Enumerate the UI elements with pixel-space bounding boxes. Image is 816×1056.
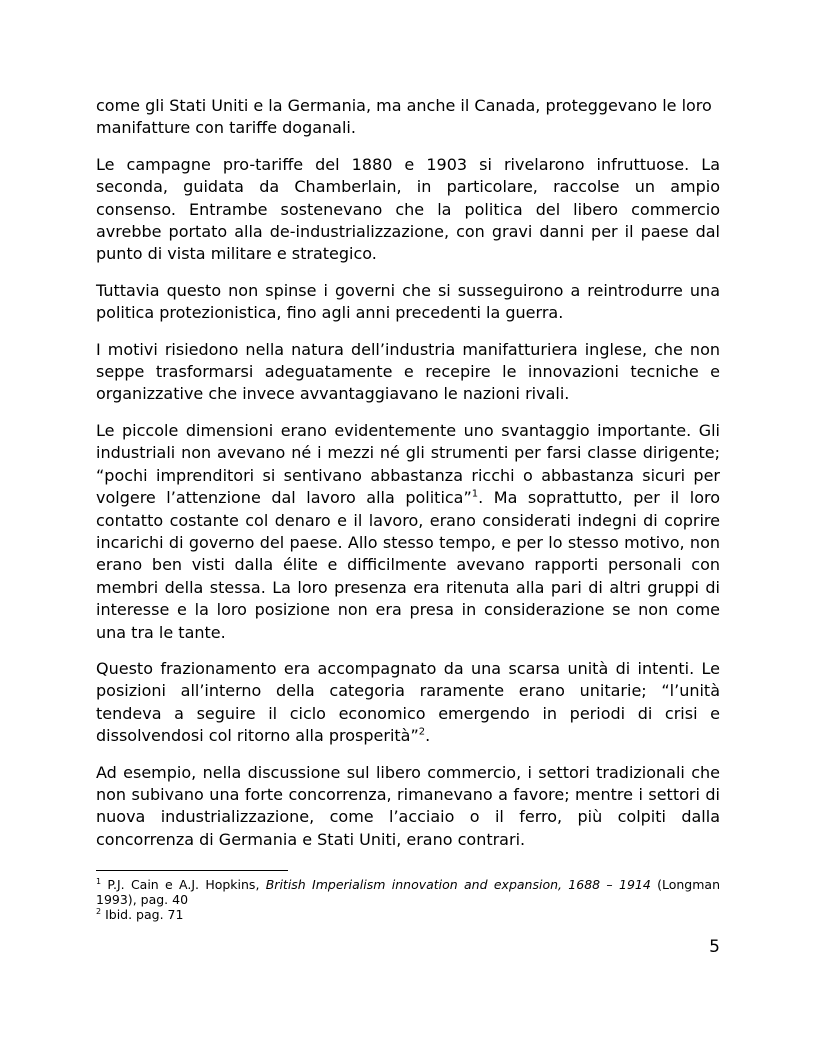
footnote-1-marker: 1	[96, 876, 102, 886]
paragraph-5	[96, 420, 720, 644]
paragraph-3: Tuttavia questo non spinse i governi che si susseguirono a reintrodurre una politica protezionistica, fino agli anni precedenti la guerra.	[96, 280, 720, 323]
footnote-2-marker: 2	[96, 906, 102, 916]
paragraph-6-text-a: Questo frazionamento era accompagnato da una scarsa unità di intenti. Le posizioni all’interno della categoria raramente erano unitarie; “l’unità tendeva a seguire il ciclo economico emergendo in periodi di crisi e dissolvendosi col ritorno alla prosperità”	[96, 658, 720, 746]
footnote-2	[96, 907, 720, 922]
page-number: 5	[709, 937, 720, 957]
paragraph-4: I motivi risiedono nella natura dell’industria manifatturiera inglese, che non seppe trasformarsi adeguatamente e recepire le innovazioni tecniche e organizzative che invece avvantaggiavano le nazioni rivali.	[96, 339, 720, 404]
paragraph-5-text-a: Le piccole dimensioni erano evidentemente uno svantaggio importante. Gli industriali non avevano né i mezzi né gli strumenti per farsi classe dirigente; “pochi imprenditori si sentivano abbastanza ricchi o abbastanza sicuri per volgere l’attenzione dal lavoro alla politica”	[96, 420, 720, 508]
footnote-1	[96, 877, 720, 907]
paragraph-7: Ad esempio, nella discussione sul libero commercio, i settori tradizionali che non subivano una forte concorrenza, rimanevano a favore; mentre i settori di nuova industrializzazione, come l’acciaio o il ferro, più colpiti dalla concorrenza di Germania e Stati Uniti, erano contrari.	[96, 762, 720, 849]
footnotes	[96, 877, 720, 922]
footnote-2-text: Ibid. pag. 71	[101, 907, 184, 922]
paragraph-1: come gli Stati Uniti e la Germania, ma anche il Canada, proteggevano le loro manifatture con tariffe doganali.	[96, 96, 712, 138]
paragraph-6-text-b: .	[425, 726, 431, 746]
footnote-ref-1[interactable]: 1	[471, 488, 479, 500]
footnote-separator	[96, 870, 288, 871]
body-text	[96, 95, 720, 865]
footnote-1-title: British Imperialism innovation and expansion, 1688 – 1914	[265, 877, 651, 892]
paragraph-2: Le campagne pro-tariffe del 1880 e 1903 si rivelarono infruttuose. La seconda, guidata da Chamberlain, in particolare, raccolse un ampio consenso. Entrambe sostenevano che la politica del libero commercio avrebbe portato alla de-industrializzazione, con gravi danni per il paese dal punto di vista militare e strategico.	[96, 154, 720, 264]
footnote-1-authors: P.J. Cain e A.J. Hopkins,	[101, 877, 266, 892]
footnote-ref-2[interactable]: 2	[418, 726, 426, 738]
paragraph-6	[96, 658, 720, 748]
footnote-1-publisher: (Longman 1993), pag. 40	[96, 877, 720, 907]
paragraph-5-text-b: . Ma soprattutto, per il loro contatto costante col denaro e il lavoro, erano considerati indegni di coprire incarichi di governo del paese. Allo stesso tempo, e per lo stesso motivo, non erano ben visti dalla élite e difficilmente avevano rapporti personali con membri della stessa. La loro presenza era ritenuta alla pari di altri gruppi di interesse e la loro posizione non era presa in considerazione se non come una tra le tante.	[96, 488, 720, 642]
